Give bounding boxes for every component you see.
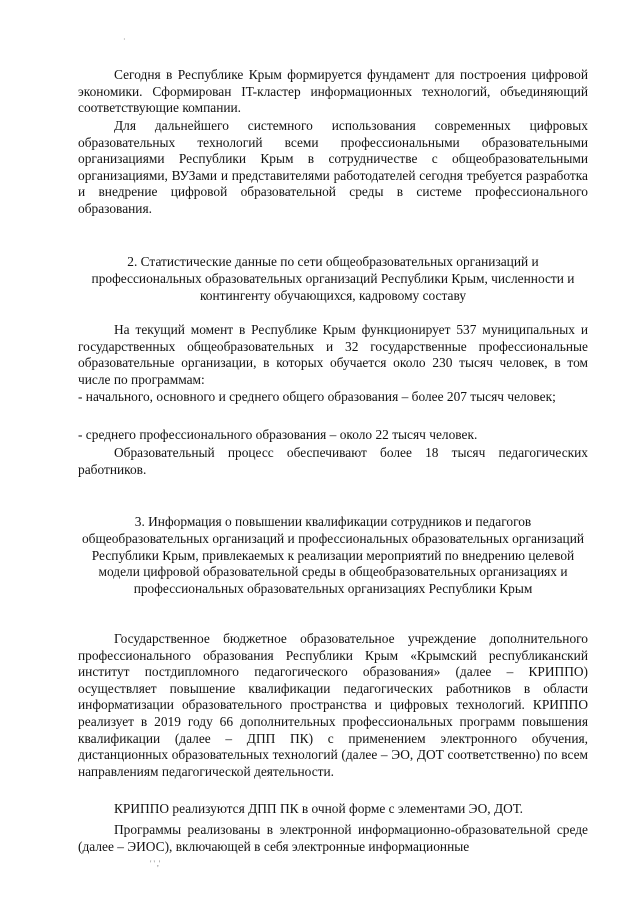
paragraph-krippo-forms: КРИППО реализуются ДПП ПК в очной форме с элементами ЭО, ДОТ.	[114, 801, 523, 816]
scan-mark: ' ' ,'	[150, 859, 161, 868]
section-2-heading: 2. Статистические данные по сети общеобразовательных организаций и профессиональных образовательных организаций Республики Крым, численности и контингенту обучающихся, кадровому составу	[91, 254, 575, 303]
paragraph-teachers: Образовательный процесс обеспечивают более 18 тысяч педагогических работников.	[78, 445, 588, 477]
list-item-general-education: - начального, основного и среднего общего образования – более 207 тысяч человек;	[78, 389, 556, 404]
paragraph-statistics: На текущий момент в Республике Крым функционирует 537 муниципальных и государственных общеобразовательных и 32 государственные профессиональные образовательные организации, в которых обучается около 230 тысяч человек, в том числе по программам:	[78, 322, 588, 387]
section-3-heading: 3. Информация о повышении квалификации сотрудников и педагогов общеобразовательных организаций и профессиональных образовательных организаций Республики Крым, привлекаемых к реализации мероприятий по внедрению целевой модели цифровой образовательной среды в общеобразовательных организациях и профессиональных образовательных организациях Республики Крым	[81, 514, 585, 597]
list-item-vocational-education: - среднего профессионального образования – около 22 тысяч человек.	[78, 427, 478, 442]
paragraph-eios: Программы реализованы в электронной информационно-образовательной среде (далее – ЭИОС), включающей в себя электронные информационные	[78, 822, 588, 854]
paragraph-digital-environment: Для дальнейшего системного использования современных цифровых образовательных технологий всеми профессиональными образовательными организациями Республики Крым в сотрудничестве с общеобразовательными организациями, ВУЗами и представителями работодателей сегодня требуется разработка и внедрение цифровой образовательной среды в системе профессионального образования.	[78, 118, 588, 216]
scan-mark: ·	[123, 35, 126, 44]
paragraph-krippo: Государственное бюджетное образовательное учреждение дополнительного профессионального образования Республики Крым «Крымский республиканский институт постдипломного педагогического образования» (далее – КРИППО) осуществляет повышение квалификации педагогических работников в области информатизации образовательного пространства и цифровых технологий. КРИППО реализует в 2019 году 66 дополнительных профессиональных программ повышения квалификации (далее – ДПП ПК) с применением электронного обучения, дистанционных образовательных технологий (далее – ЭО, ДОТ соответственно) по всем направлениям педагогической деятельности.	[78, 631, 588, 779]
paragraph-digital-economy: Сегодня в Республике Крым формируется фундамент для построения цифровой экономики. Сформирован IT-кластер информационных технологий, объединяющий соответствующие компании.	[78, 67, 588, 116]
